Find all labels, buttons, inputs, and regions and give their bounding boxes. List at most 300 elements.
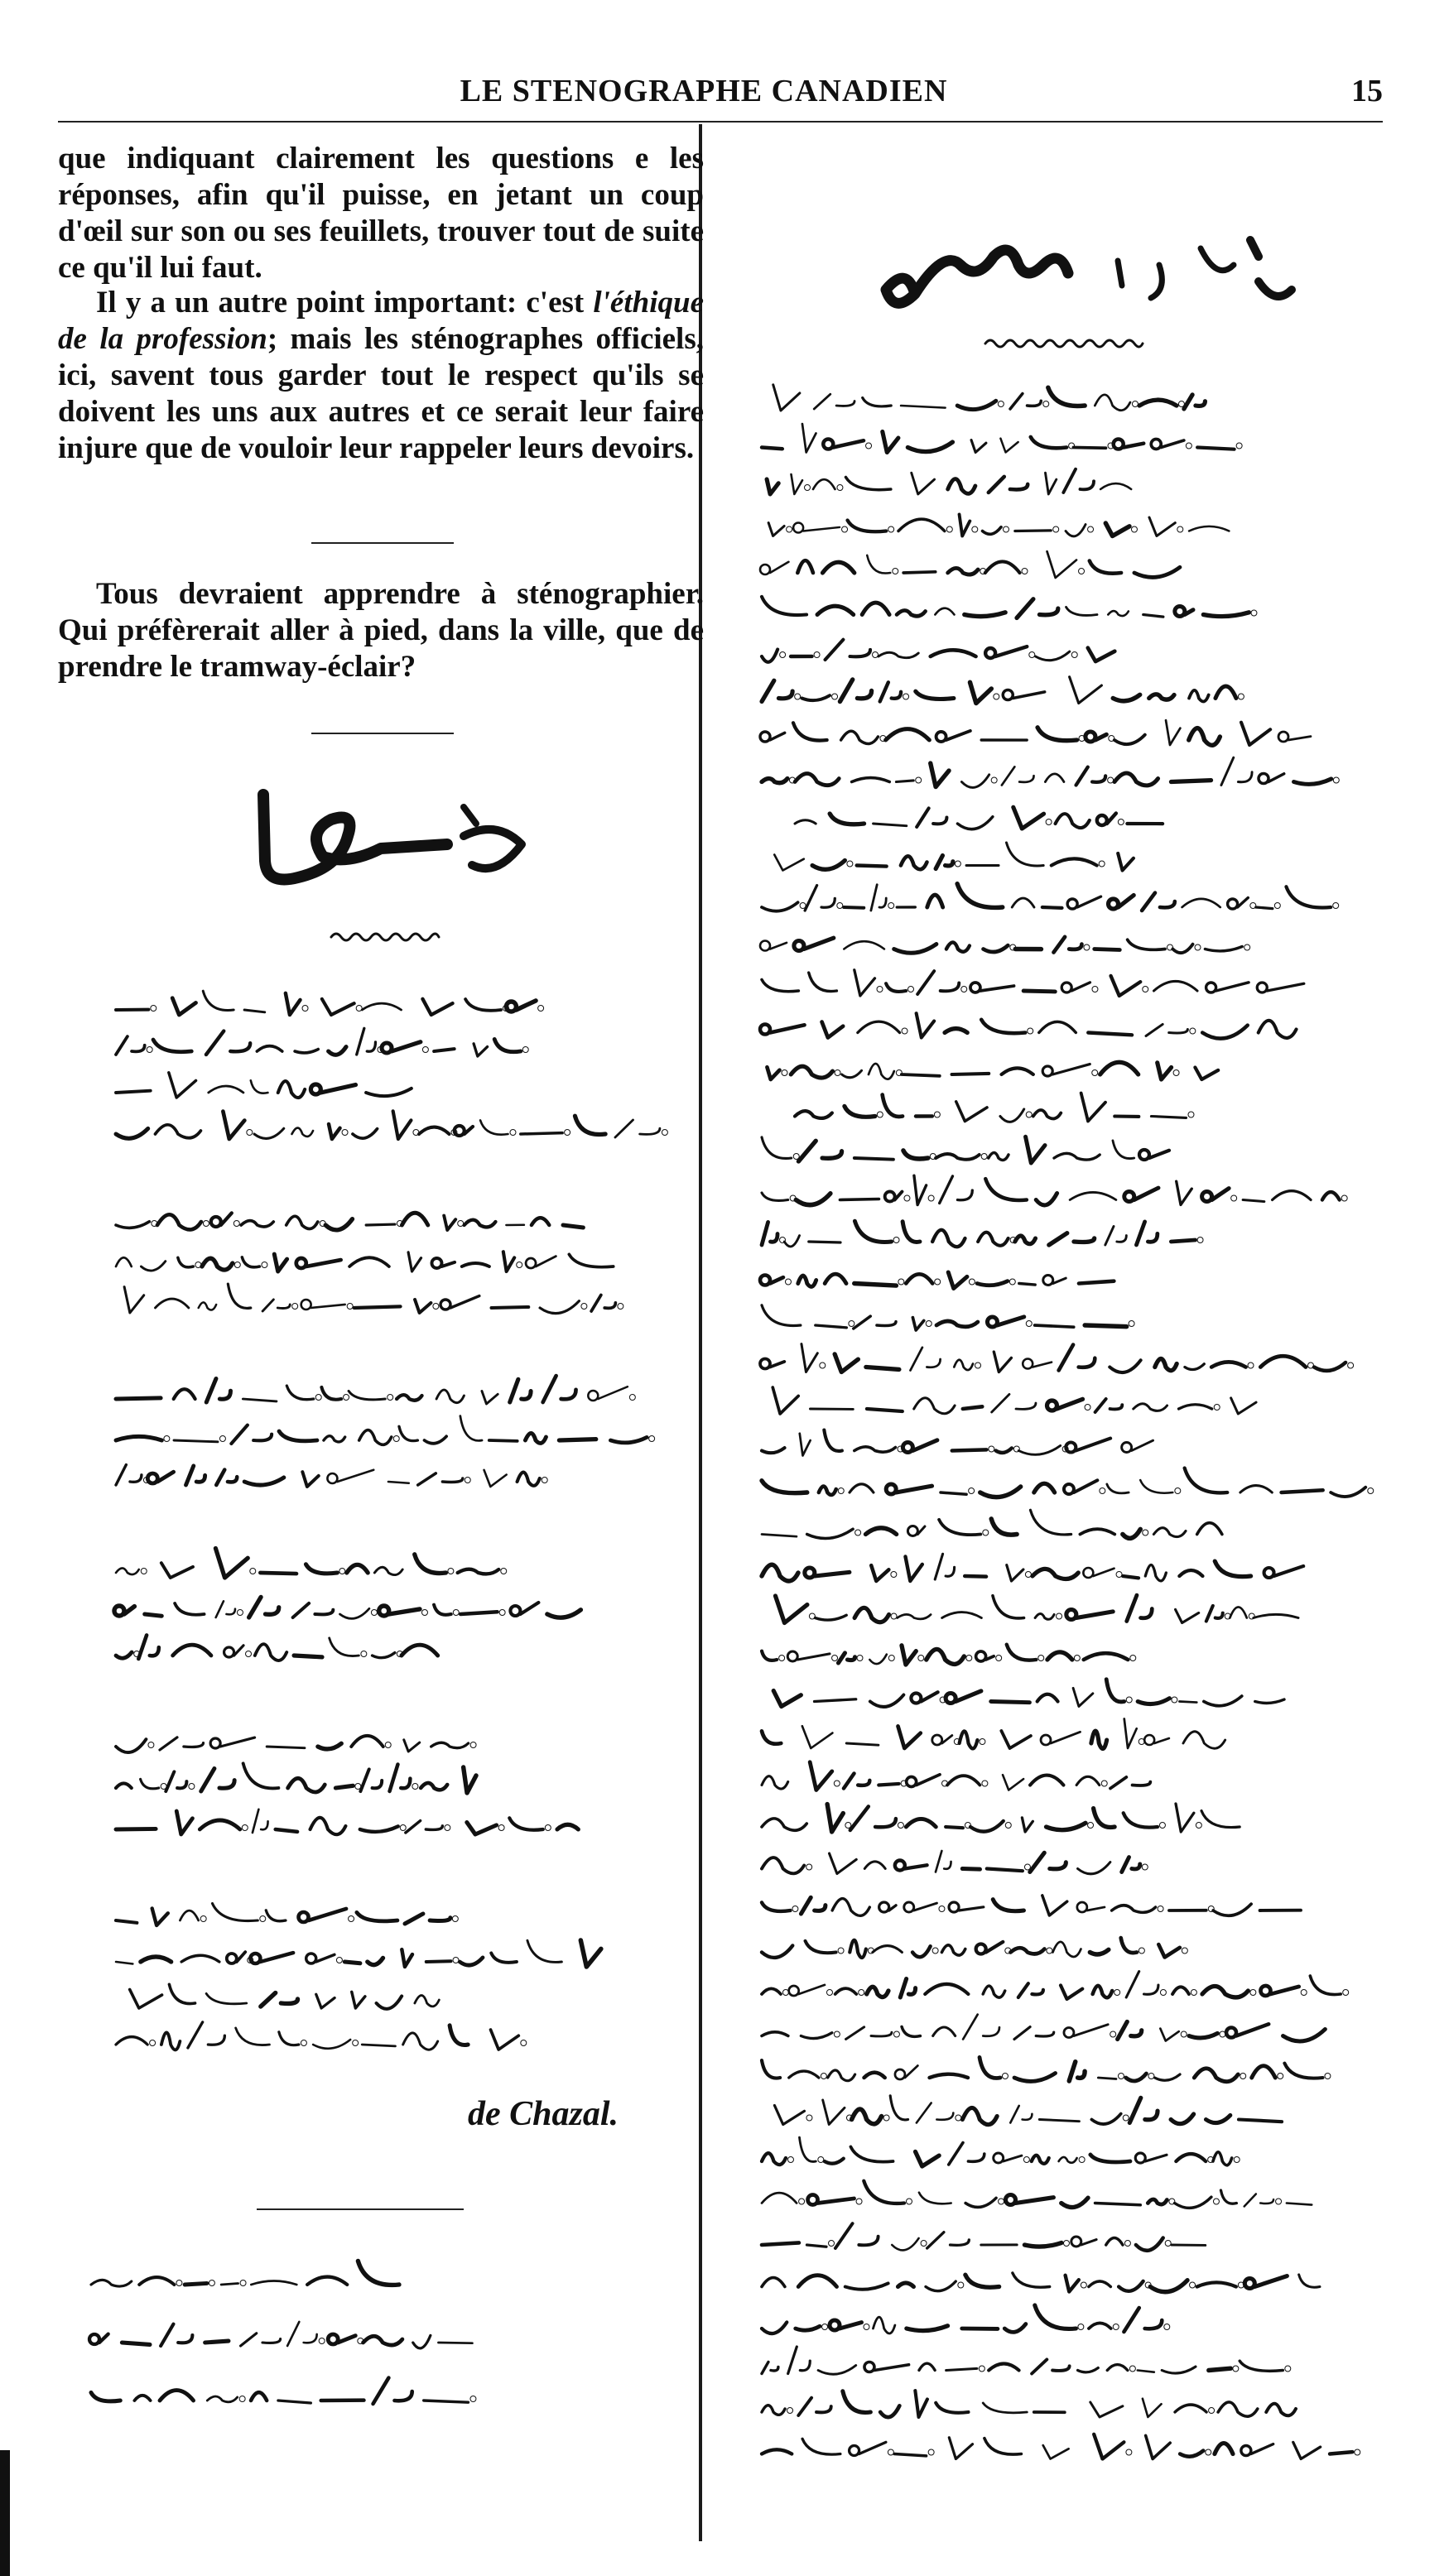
shorthand-stroke [854, 1316, 896, 1329]
shorthand-dot [1148, 2074, 1154, 2079]
shorthand-stroke [1048, 387, 1085, 406]
shorthand-stroke [1118, 2021, 1142, 2039]
shorthand-stroke [116, 1920, 137, 1923]
shorthand-stroke [1226, 2024, 1268, 2037]
shorthand-dot [1214, 1405, 1220, 1411]
shorthand-stroke [1047, 1823, 1086, 1829]
shorthand-stroke [885, 1192, 903, 1202]
shorthand-stroke [907, 1775, 940, 1787]
shorthand-stroke [1035, 1325, 1074, 1327]
shorthand-dot [1078, 2324, 1084, 2330]
shorthand-stroke [615, 1120, 660, 1137]
shorthand-stroke [1171, 2114, 1194, 2124]
shorthand-stroke [1203, 613, 1249, 617]
shorthand-stroke [1049, 1233, 1095, 1245]
shorthand-stroke [1109, 895, 1134, 909]
shorthand-dot [260, 1916, 266, 1922]
shorthand-stroke [251, 2280, 296, 2285]
shorthand-dot [928, 2449, 934, 2455]
shorthand-stroke [116, 1652, 132, 1658]
shorthand-dot [1233, 2366, 1239, 2372]
shorthand-stroke [1124, 1813, 1158, 1827]
shorthand-stroke [1059, 2157, 1077, 2163]
shorthand-stroke [1100, 1062, 1138, 1074]
shorthand-stroke [989, 1152, 1009, 1160]
shorthand-stroke [255, 1644, 286, 1660]
shorthand-stroke [813, 479, 835, 489]
shorthand-dot [219, 1436, 225, 1442]
shorthand-stroke [795, 1111, 832, 1118]
shorthand-stroke [1090, 561, 1121, 574]
shorthand-stroke [161, 2324, 192, 2346]
shorthand-dot [792, 1906, 798, 1912]
shorthand-stroke [762, 2060, 780, 2078]
shorthand-stroke [845, 1106, 875, 1117]
shorthand-dot [1071, 652, 1077, 658]
shorthand-stroke [762, 1448, 785, 1453]
shorthand-dot [292, 1304, 298, 1310]
shorthand-stroke [903, 1151, 928, 1159]
shorthand-stroke [260, 1573, 296, 1574]
shorthand-stroke [802, 1344, 817, 1372]
shorthand-dot [946, 526, 952, 532]
shorthand-stroke [987, 1869, 1023, 1872]
shorthand-stroke [1036, 651, 1070, 661]
shorthand-stroke [244, 1478, 284, 1485]
shorthand-dot [916, 777, 922, 783]
shorthand-stroke [521, 1133, 562, 1134]
shorthand-stroke [762, 1902, 790, 1911]
shorthand-dot [353, 2040, 359, 2046]
shorthand-dot [1088, 526, 1094, 532]
shorthand-dot [1026, 1112, 1032, 1117]
shorthand-stroke [1078, 2368, 1099, 2372]
shorthand-dot [371, 1610, 377, 1616]
shorthand-dot [1182, 1948, 1187, 1954]
shorthand-stroke [978, 1233, 1008, 1246]
shorthand-dot [200, 1916, 206, 1922]
shorthand-stroke [936, 856, 953, 869]
shorthand-stroke [173, 1645, 211, 1656]
shorthand-stroke [762, 1731, 781, 1743]
shorthand-stroke [845, 2027, 891, 2040]
shorthand-stroke [1145, 1565, 1166, 1581]
shorthand-dot [888, 1656, 894, 1661]
shorthand-stroke [209, 1086, 243, 1093]
shorthand-stroke [431, 1258, 455, 1268]
shorthand-stroke [906, 1819, 936, 1827]
shorthand-stroke [985, 646, 1027, 658]
shorthand-stroke [898, 519, 945, 531]
shorthand-stroke [393, 1111, 412, 1139]
shorthand-stroke [335, 1785, 353, 1788]
shorthand-dot [934, 1112, 940, 1117]
shorthand-stroke [1095, 395, 1130, 411]
shorthand-stroke [869, 1064, 894, 1079]
shorthand-stroke [798, 1276, 816, 1286]
shorthand-stroke [1090, 2402, 1123, 2417]
shorthand-dot [1023, 2157, 1029, 2163]
shorthand-stroke [762, 778, 787, 782]
shorthand-stroke [116, 1091, 151, 1093]
shorthand-dot [1213, 2199, 1219, 2204]
shorthand-stroke [892, 2238, 918, 2250]
shorthand-dot [814, 652, 820, 658]
shorthand-stroke [798, 2276, 836, 2287]
shorthand-stroke [227, 1952, 245, 1963]
shorthand-stroke [773, 385, 800, 411]
shorthand-stroke [980, 2057, 1000, 2078]
shorthand-dot [344, 1395, 349, 1401]
shorthand-dot [891, 1572, 897, 1578]
shorthand-stroke [907, 1526, 925, 1536]
shorthand-stroke [1202, 1986, 1248, 1997]
shorthand-stroke [1142, 893, 1175, 911]
shorthand-stroke [762, 2153, 786, 2165]
shorthand-passages-left [99, 977, 679, 2069]
shorthand-stroke [266, 1910, 286, 1921]
shorthand-stroke [116, 1568, 139, 1574]
shorthand-dot [1188, 1112, 1194, 1117]
shorthand-stroke [1122, 1440, 1153, 1452]
shorthand-dot [981, 1154, 987, 1160]
shorthand-dot [1114, 1990, 1120, 1996]
shorthand-stroke [460, 1416, 482, 1441]
shorthand-dot [907, 987, 913, 992]
shorthand-stroke [1031, 437, 1066, 448]
shorthand-stroke [373, 1653, 395, 1658]
shorthand-dot [385, 1742, 391, 1748]
shorthand-dot [898, 1823, 903, 1829]
shorthand-stroke [1230, 1607, 1246, 1617]
shorthand-stroke [362, 2045, 395, 2046]
shorthand-stroke [1095, 2204, 1141, 2205]
shorthand-stroke [883, 1095, 903, 1117]
shorthand-stroke [864, 1862, 885, 1869]
shorthand-stroke [956, 1102, 987, 1122]
paragraph-ethics-italic: l'éthique de la profession [58, 286, 704, 356]
shorthand-stroke [236, 2028, 270, 2045]
shorthand-stroke [843, 2391, 871, 2413]
shorthand-stroke [895, 1861, 927, 1871]
shorthand-stroke [898, 1614, 931, 1618]
shorthand-dot [237, 1610, 243, 1616]
shorthand-dot [542, 1478, 547, 1483]
shorthand-stroke [905, 1556, 922, 1581]
shorthand-stroke [841, 731, 879, 743]
shorthand-stroke [205, 2341, 229, 2343]
shorthand-stroke [1091, 2114, 1120, 2124]
shorthand-dot [1333, 777, 1339, 783]
shorthand-stroke [316, 1994, 335, 2008]
shorthand-dot [855, 1530, 861, 1536]
paragraph-continued: que indiquant clairement les questions e les réponses, afin qu'il puisse, en jetant un coup d'œil sur son ou ses feuillets, trouver tout de suite ce qu'il lui faut. [58, 142, 704, 285]
shorthand-stroke [1260, 1986, 1298, 1996]
shorthand-stroke [871, 1565, 888, 1581]
shorthand-stroke [984, 945, 1009, 952]
shorthand-stroke [116, 1436, 161, 1440]
shorthand-stroke [957, 817, 992, 829]
shorthand-stroke [494, 1039, 521, 1051]
shorthand-dot [832, 694, 838, 699]
shorthand-stroke [1091, 1731, 1107, 1748]
shorthand-stroke [1080, 1529, 1114, 1534]
shorthand-stroke [832, 1899, 869, 1916]
shorthand-stroke [318, 1743, 341, 1749]
shorthand-dot [1079, 2157, 1085, 2163]
shorthand-stroke [844, 941, 884, 949]
shorthand-stroke [774, 2105, 804, 2124]
shorthand-stroke [1189, 728, 1220, 746]
shorthand-stroke [1299, 2275, 1320, 2287]
shorthand-stroke [898, 2283, 913, 2287]
shorthand-stroke [760, 941, 787, 951]
shorthand-stroke [402, 1213, 427, 1225]
shorthand-stroke [325, 1219, 352, 1230]
shorthand-dot [501, 1569, 507, 1574]
shorthand-stroke [116, 1962, 132, 1963]
shorthand-dot [1022, 569, 1028, 574]
shorthand-stroke [762, 1651, 777, 1660]
shorthand-stroke [942, 1612, 982, 1618]
shorthand-stroke [977, 1281, 1008, 1286]
shorthand-dot [956, 2115, 961, 2121]
shorthand-stroke [1266, 2404, 1296, 2416]
shorthand-stroke [200, 1820, 240, 1829]
shorthand-stroke [402, 1645, 438, 1656]
shorthand-dot [939, 1906, 945, 1912]
shorthand-dot [448, 1569, 454, 1574]
shorthand-stroke [413, 2335, 431, 2348]
shorthand-stroke [1314, 1362, 1346, 1371]
shorthand-stroke [992, 1394, 1036, 1412]
page-number: 15 [1351, 74, 1383, 108]
shorthand-stroke [262, 1300, 290, 1311]
shorthand-stroke [1166, 720, 1180, 745]
shorthand-stroke [1088, 1033, 1132, 1036]
shorthand-stroke [424, 1436, 446, 1444]
shorthand-stroke [1179, 1702, 1196, 1703]
shorthand-dot [921, 2241, 927, 2247]
column-divider [699, 124, 702, 2541]
shorthand-dot [453, 1610, 459, 1616]
shorthand-stroke [431, 1742, 469, 1747]
shorthand-dot [629, 1395, 635, 1401]
shorthand-dot [822, 2324, 828, 2330]
shorthand-dot [517, 1262, 522, 1268]
shorthand-dot [349, 1916, 354, 1922]
shorthand-stroke [830, 814, 864, 824]
shorthand-stroke [1083, 1568, 1114, 1578]
shorthand-stroke [116, 1128, 148, 1138]
shorthand-stroke [815, 1615, 846, 1620]
shorthand-stroke [1220, 2190, 1236, 2204]
shorthand-stroke [762, 1193, 788, 1200]
shorthand-stroke [1007, 1565, 1023, 1581]
paragraph-stenography: Tous devraient apprendre à sténographier. Qui préfèrerait aller à pied, dans la ville, que de prendre le tramway-éclair? [58, 577, 704, 684]
shorthand-stroke [1179, 1570, 1202, 1576]
shorthand-stroke [1160, 2029, 1178, 2041]
shorthand-stroke [415, 1300, 431, 1313]
shorthand-stroke [257, 1046, 282, 1051]
shorthand-stroke [1097, 813, 1116, 825]
shorthand-stroke [762, 448, 782, 449]
shorthand-dot [1129, 2366, 1135, 2372]
shorthand-stroke [1089, 2281, 1111, 2287]
shorthand-dot [1113, 2324, 1119, 2330]
shorthand-dot [319, 2338, 325, 2344]
shorthand-stroke [444, 1216, 455, 1230]
shorthand-stroke [1282, 1490, 1323, 1492]
shorthand-dot [1126, 2449, 1132, 2455]
shorthand-dot [834, 2031, 840, 2037]
shorthand-stroke [241, 1221, 273, 1227]
shorthand-stroke [1073, 448, 1105, 449]
shorthand-stroke [1201, 1811, 1240, 1828]
shorthand-stroke [1244, 2194, 1273, 2206]
shorthand-dot [1143, 987, 1148, 992]
shorthand-stroke [1090, 2155, 1130, 2162]
shorthand-stroke [762, 2322, 787, 2333]
shorthand-dot [835, 1070, 840, 1076]
shorthand-stroke [903, 1222, 920, 1242]
shorthand-stroke [1136, 1222, 1157, 1245]
shorthand-stroke [172, 998, 195, 1015]
shorthand-stroke [854, 1608, 888, 1622]
shorthand-stroke [936, 1851, 951, 1872]
shorthand-dot [1165, 2241, 1171, 2247]
shorthand-stroke [1107, 2365, 1128, 2371]
shorthand-stroke [773, 1387, 798, 1414]
shorthand-stroke [854, 1284, 897, 1286]
shorthand-stroke [242, 1257, 259, 1267]
shorthand-dot [832, 1656, 838, 1661]
shorthand-dot [1196, 1823, 1201, 1829]
shorthand-stroke [575, 1116, 605, 1134]
shorthand-dot [969, 1488, 975, 1494]
shorthand-stroke [863, 398, 891, 406]
shorthand-stroke [1121, 1938, 1137, 1953]
shorthand-dot [856, 2199, 862, 2204]
shorthand-dot [239, 2396, 245, 2402]
shorthand-dot [779, 1656, 785, 1661]
shorthand-stroke [216, 1470, 237, 1485]
shorthand-stroke [789, 2071, 819, 2078]
shorthand-stroke [806, 1941, 836, 1953]
shorthand-stroke [610, 1437, 647, 1443]
shorthand-stroke [1256, 907, 1273, 909]
section-rule [311, 542, 454, 544]
shorthand-stroke [1039, 1021, 1076, 1032]
shorthand-dot [234, 1262, 240, 1268]
shorthand-stroke [787, 1651, 830, 1661]
shorthand-stroke [329, 1047, 346, 1055]
shorthand-stroke [1014, 2073, 1056, 2081]
shorthand-stroke [353, 1129, 378, 1138]
shorthand-dot [1088, 1823, 1094, 1829]
shorthand-stroke [931, 650, 976, 656]
shorthand-stroke [993, 1596, 1024, 1618]
shorthand-stroke [864, 2181, 904, 2204]
shorthand-stroke [1257, 983, 1304, 992]
shorthand-dot [470, 2396, 476, 2402]
shorthand-stroke [287, 2322, 317, 2346]
shorthand-stroke [1106, 1680, 1124, 1702]
shorthand-stroke [760, 1025, 805, 1035]
shorthand-stroke [791, 1066, 832, 1078]
shorthand-stroke [1155, 1358, 1177, 1370]
shorthand-dot [888, 903, 894, 909]
shorthand-stroke [948, 479, 975, 494]
shorthand-stroke [503, 1252, 514, 1271]
shorthand-dot [412, 1784, 418, 1790]
signature: de Chazal. [468, 2095, 619, 2133]
shorthand-stroke [854, 1221, 891, 1242]
shorthand-stroke [957, 401, 996, 409]
shorthand-stroke [915, 2391, 927, 2417]
shorthand-stroke [1089, 2323, 1111, 2328]
shorthand-dot [837, 903, 843, 909]
shorthand-stroke [865, 1528, 896, 1535]
shorthand-stroke [760, 1276, 783, 1286]
shorthand-stroke [212, 1903, 258, 1920]
shorthand-stroke [302, 1472, 318, 1487]
shorthand-stroke [1113, 694, 1140, 701]
shorthand-stroke [510, 1603, 538, 1616]
shorthand-stroke [824, 1430, 842, 1451]
shorthand-stroke [458, 1569, 499, 1574]
shorthand-stroke [880, 682, 901, 701]
shorthand-dot [1231, 1195, 1237, 1201]
shorthand-stroke [907, 2326, 948, 2331]
shorthand-stroke [91, 2280, 132, 2286]
shorthand-stroke [354, 1306, 401, 1308]
shorthand-stroke [261, 1993, 298, 2006]
shorthand-stroke [1003, 1775, 1023, 1790]
shorthand-dot [240, 2280, 246, 2286]
shorthand-stroke [206, 1993, 247, 2003]
shorthand-dot [649, 1436, 655, 1442]
shorthand-stroke [588, 1387, 628, 1401]
shorthand-dot [1240, 2074, 1246, 2079]
shorthand-stroke [826, 640, 870, 660]
shorthand-stroke [762, 1137, 792, 1159]
shorthand-stroke [1287, 2204, 1312, 2205]
shorthand-stroke [253, 1809, 268, 1833]
shorthand-stroke [176, 1811, 192, 1834]
shorthand-stroke [1073, 1688, 1093, 1706]
shorthand-dot [966, 1656, 972, 1661]
shorthand-dot [1206, 2449, 1211, 2455]
shorthand-stroke [901, 406, 946, 408]
shorthand-dot [1126, 1697, 1132, 1703]
shorthand-stroke [116, 1257, 132, 1266]
shorthand-stroke [460, 1612, 497, 1614]
shorthand-stroke [762, 2449, 792, 2453]
shorthand-dot [1181, 2031, 1187, 2037]
shorthand-dot [1355, 2449, 1360, 2455]
shorthand-title-left [248, 786, 580, 911]
shorthand-dot [975, 1362, 981, 1368]
shorthand-stroke [116, 1464, 142, 1485]
shorthand-stroke [1030, 1853, 1066, 1872]
shorthand-dot [1047, 1948, 1052, 1954]
shorthand-stroke [1013, 2273, 1050, 2287]
shorthand-stroke [870, 1694, 904, 1707]
shorthand-stroke [795, 820, 816, 824]
shorthand-stroke [1078, 1862, 1110, 1874]
shorthand-stroke [802, 424, 816, 452]
